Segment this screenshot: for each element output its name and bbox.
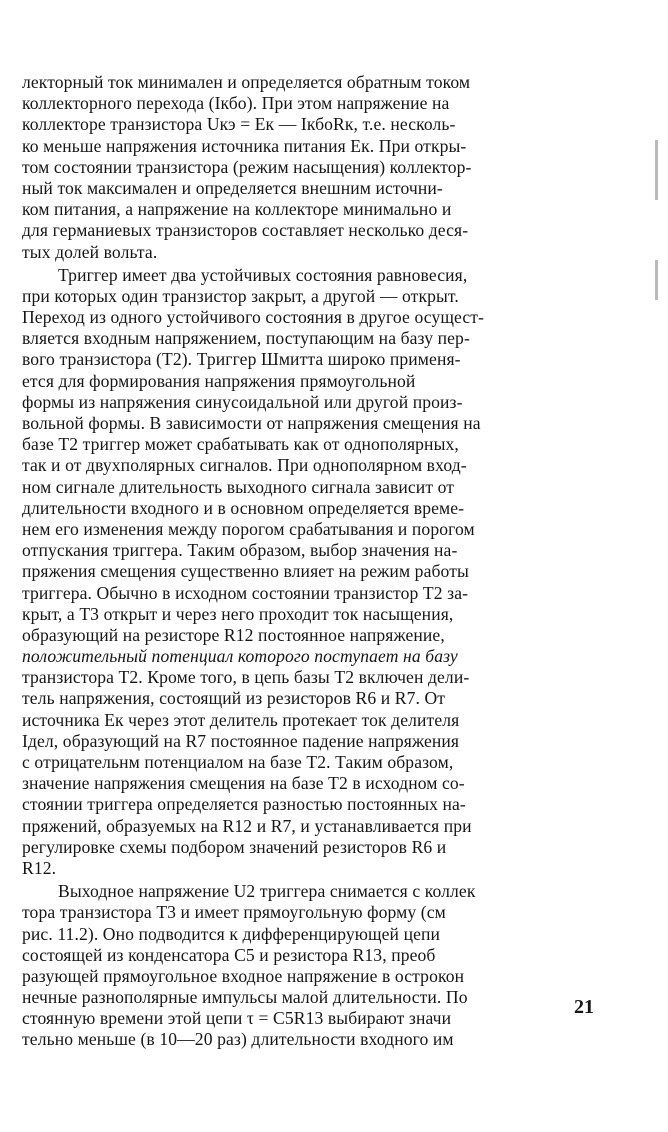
text-line: вляется входным напряжением, поступающим на базу пер-: [22, 328, 470, 349]
text-line: тора транзистора T3 и имеет прямоугольную форму (см: [22, 902, 446, 923]
page-body: [22, 72, 588, 1051]
text-line: ется для формирования напряжения прямоугольной: [22, 370, 416, 391]
text-line: положительный потенциал которого поступает на базу: [22, 646, 458, 667]
text-line: коллекторного перехода (Iкбо). При этом напряжение на: [22, 93, 450, 114]
text-line: тель напряжения, состоящий из резисторов R6 и R7. От: [22, 688, 446, 709]
text-line: коллекторе транзистора Uкэ = Eк — IкбоRк, т.е. несколь-: [22, 114, 456, 135]
text-line: том состоянии транзистора (режим насыщения) коллектор-: [22, 156, 472, 177]
text-line: нечные разнополярные импульсы малой длительности. По: [22, 987, 468, 1008]
text-line: нем его изменения между порогом срабатывания и порогом: [22, 518, 475, 539]
text-line: регулировке схемы подбором значений резисторов R6 и: [22, 836, 447, 857]
text-line: транзистора T2. Кроме того, в цепь базы T2 включен дели-: [22, 667, 470, 688]
page-number: 21: [574, 996, 594, 1018]
text-line: так и от двухполярных сигналов. При однополярном вход-: [22, 455, 467, 476]
text-line: с отрицательнм потенциалом на базе T2. Таким образом,: [22, 752, 454, 772]
text-line: базе T2 триггер может срабатывать как от однополярных,: [22, 434, 459, 455]
paragraph-3: [22, 881, 588, 1051]
paragraph-2: [22, 265, 588, 879]
text-line: рис. 11.2). Оно подводится к дифференцирующей цепи: [22, 923, 441, 944]
text-line: ный ток максимален и определяется внешним источни-: [22, 177, 443, 198]
text-line: вого транзистора (T2). Триггер Шмитта широко применя-: [22, 349, 461, 370]
text-line: крыт, а T3 открыт и через него проходит ток насыщения,: [22, 603, 454, 624]
paragraph-1: [22, 72, 588, 263]
text-line: лекторный ток минимален и определяется обратным током: [22, 72, 471, 92]
text-line: триггера. Обычно в исходном состоянии транзистор T2 за-: [22, 582, 469, 603]
text-line: тых долей вольта.: [22, 241, 158, 262]
text-line: образующий на резисторе R12 постоянное напряжение,: [22, 624, 445, 645]
text-line: источника Eк через этот делитель протекает ток делителя: [22, 709, 460, 730]
text-line: стоянную времени этой цепи τ = C5R13 выбирают значи: [22, 1008, 452, 1029]
text-line: Триггер имеет два устойчивых состояния равновесия,: [58, 264, 468, 285]
text-line: Выходное напряжение U2 триггера снимается с коллек: [58, 881, 476, 902]
text-line: отпускания триггера. Таким образом, выбор значения на-: [22, 540, 458, 561]
text-line: R12.: [22, 857, 57, 878]
text-line: разующей прямоугольное входное напряжение в острокон: [22, 965, 465, 986]
text-line: пряжений, образуемых на R12 и R7, и устанавливается при: [22, 815, 472, 836]
text-line: значение напряжения смещения на базе T2 в исходном со-: [22, 773, 465, 794]
text-line: состоящей из конденсатора C5 и резистора R13, преоб: [22, 944, 436, 965]
text-line: ном сигнале длительность выходного сигнала зависит от: [22, 476, 455, 497]
text-line: для германиевых транзисторов составляет несколько деся-: [22, 220, 469, 241]
text-line: вольной формы. В зависимости от напряжения смещения на: [22, 413, 481, 433]
text-line: ко меньше напряжения источника питания Eк. При откры-: [22, 135, 467, 156]
text-line: стоянии триггера определяется разностью постоянных на-: [22, 794, 466, 815]
text-line: ком питания, а напряжение на коллекторе минимально и: [22, 199, 452, 220]
text-line: Iдел, образующий на R7 постоянное падение напряжения: [22, 730, 460, 751]
scan-edge-mark: [655, 260, 658, 300]
text-line: тельно меньше (в 10—20 раз) длительности входного им: [22, 1029, 454, 1050]
text-line: длительности входного и в основном определяется време-: [22, 497, 465, 518]
text-line: Переход из одного устойчивого состояния в другое осущест-: [22, 307, 485, 328]
text-line: пряжения смещения существенно влияет на режим работы: [22, 561, 469, 582]
text-line: при которых один транзистор закрыт, а другой — открыт.: [22, 285, 459, 306]
text-line: формы из напряжения синусоидальной или другой произ-: [22, 391, 463, 412]
scan-edge-mark: [655, 140, 658, 200]
